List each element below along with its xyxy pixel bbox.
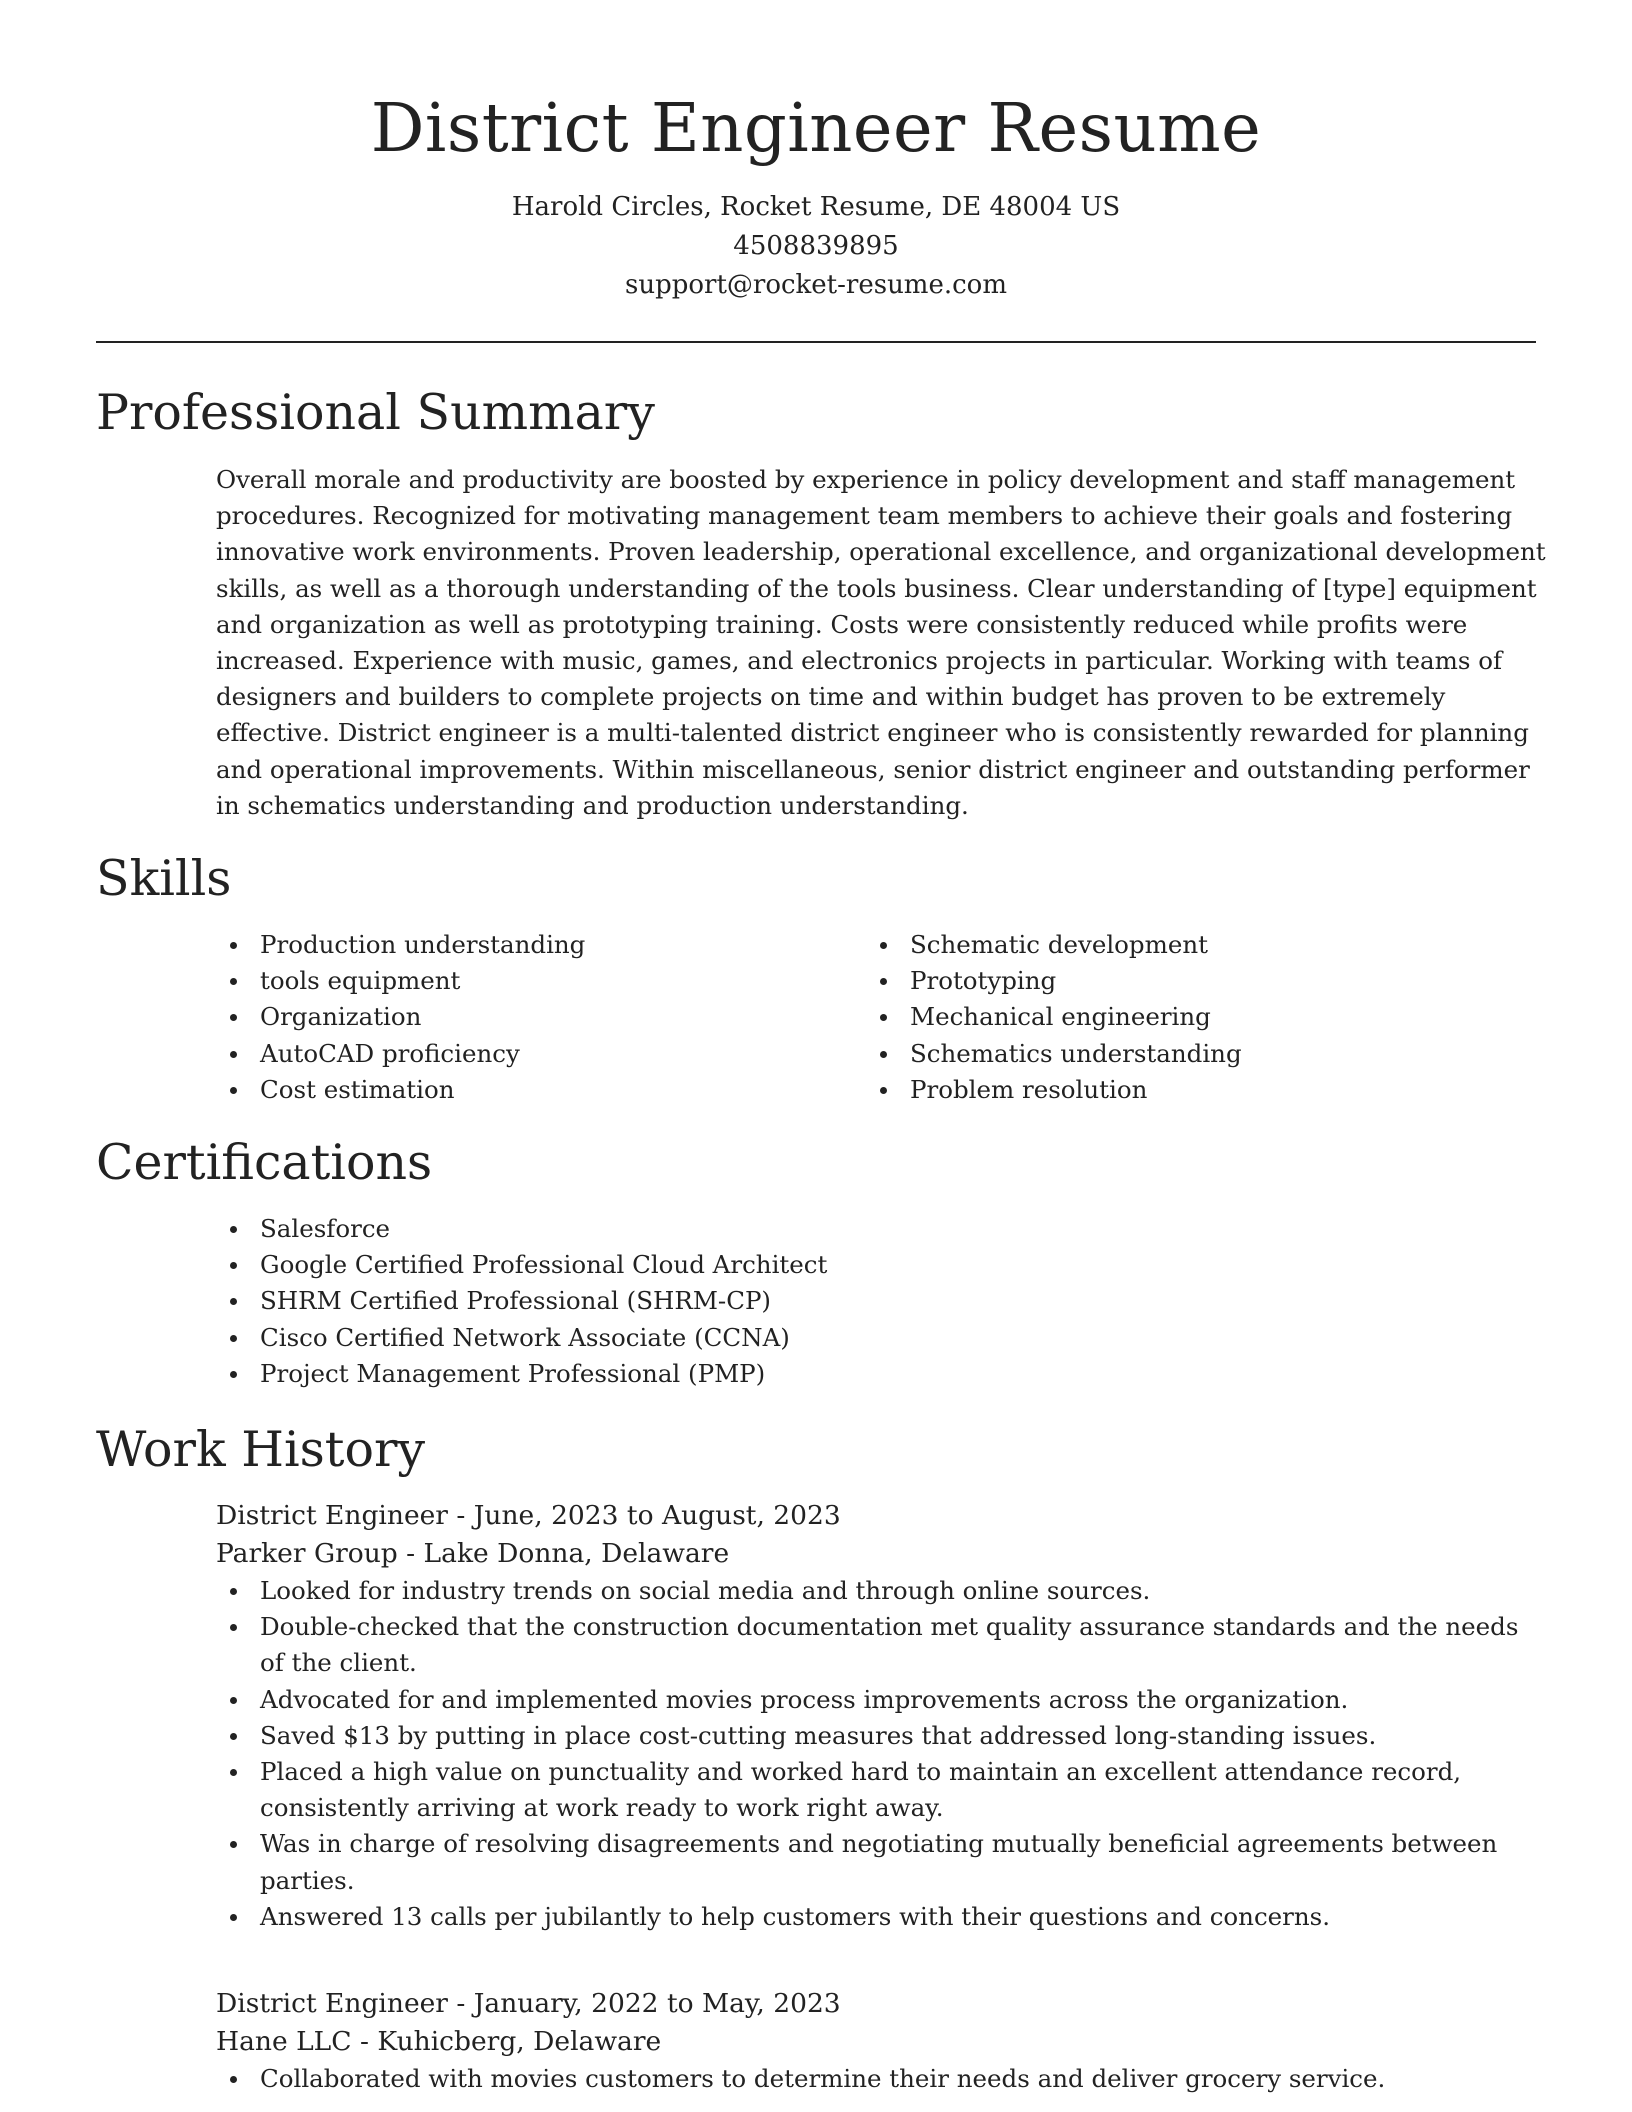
certification-item: Google Certified Professional Cloud Architect (216, 1247, 1516, 1283)
skill-item: Schematics understanding (866, 1036, 1486, 1072)
job-bullets (216, 2061, 1546, 2097)
certification-item: Project Management Professional (PMP) (216, 1356, 1516, 1392)
skills-column-right (866, 927, 1486, 1108)
job-bullets (216, 1573, 1546, 1935)
skill-item: Schematic development (866, 927, 1486, 963)
certifications-heading: Certifications (96, 1134, 433, 1191)
header-divider (96, 341, 1536, 343)
job-bullet: Placed a high value on punctuality and worked hard to maintain an excellent attendance record, consistently arriving at work ready to work right away. (216, 1754, 1530, 1826)
job-company-line: Parker Group - Lake Donna, Delaware (216, 1538, 730, 1569)
summary-text: Overall morale and productivity are boosted by experience in policy development and staff management procedures. Recognized for motivating management team members to achieve their goals and fostering innovative work environments. Proven leadership, operational excellence, and organizational development skills, as well as a thorough understanding of the tools business. Clear understanding of [type] equipment and organization as well as prototyping training. Costs were consistently reduced while profits were increased. Experience with music, games, and electronics projects in particular. Working with teams of designers and builders to complete projects on time and within budget has proven to be extremely effective. District engineer is a multi-talented district engineer who is consistently rewarded for planning and operational improvements. Within miscellaneous, senior district engineer and outstanding performer in schematics understanding and production understanding. (216, 465, 1546, 820)
job-title-line: District Engineer - January, 2022 to May, 2023 (216, 1988, 841, 2019)
skills-column-left (216, 927, 836, 1108)
contact-email: support@rocket-resume.com (624, 270, 1007, 300)
contact-address: Harold Circles, Rocket Resume, DE 48004 US (511, 192, 1121, 222)
work-history-heading: Work History (96, 1421, 426, 1478)
resume-title: District Engineer Resume (370, 89, 1262, 167)
skill-item: Organization (216, 999, 836, 1035)
summary-heading: Professional Summary (96, 384, 655, 441)
job-company-line: Hane LLC - Kuhicberg, Delaware (216, 2026, 662, 2057)
skill-item: Mechanical engineering (866, 999, 1486, 1035)
skill-item: Cost estimation (216, 1072, 836, 1108)
job-title-line: District Engineer - June, 2023 to August, 2023 (216, 1500, 841, 1531)
skill-item: Production understanding (216, 927, 836, 963)
skill-item: Prototyping (866, 963, 1486, 999)
skills-heading: Skills (96, 850, 232, 907)
job-bullet: Looked for industry trends on social media and through online sources. (216, 1573, 1530, 1609)
job-bullet: Answered 13 calls per jubilantly to help customers with their questions and concerns. (216, 1899, 1530, 1935)
certification-item: SHRM Certified Professional (SHRM-CP) (216, 1283, 1516, 1319)
skill-item: tools equipment (216, 963, 836, 999)
job-bullet: Advocated for and implemented movies process improvements across the organization. (216, 1682, 1530, 1718)
job-bullet: Double-checked that the construction documentation met quality assurance standards and the needs of the client. (216, 1609, 1530, 1681)
contact-block (0, 188, 1632, 305)
job-bullet: Saved $13 by putting in place cost-cutting measures that addressed long-standing issues. (216, 1718, 1530, 1754)
certification-item: Salesforce (216, 1211, 1516, 1247)
job-entry (216, 1497, 1546, 1935)
skill-item: Problem resolution (866, 1072, 1486, 1108)
certification-item: Cisco Certified Network Associate (CCNA) (216, 1320, 1516, 1356)
job-bullet: Was in charge of resolving disagreements and negotiating mutually beneficial agreements between parties. (216, 1826, 1530, 1898)
contact-phone: 4508839895 (733, 231, 899, 261)
certifications-list (216, 1211, 1516, 1392)
job-bullet: Collaborated with movies customers to determine their needs and deliver grocery service. (216, 2061, 1530, 2097)
resume-header (0, 0, 1632, 305)
skill-item: AutoCAD proficiency (216, 1036, 836, 1072)
job-entry (216, 1985, 1546, 2097)
